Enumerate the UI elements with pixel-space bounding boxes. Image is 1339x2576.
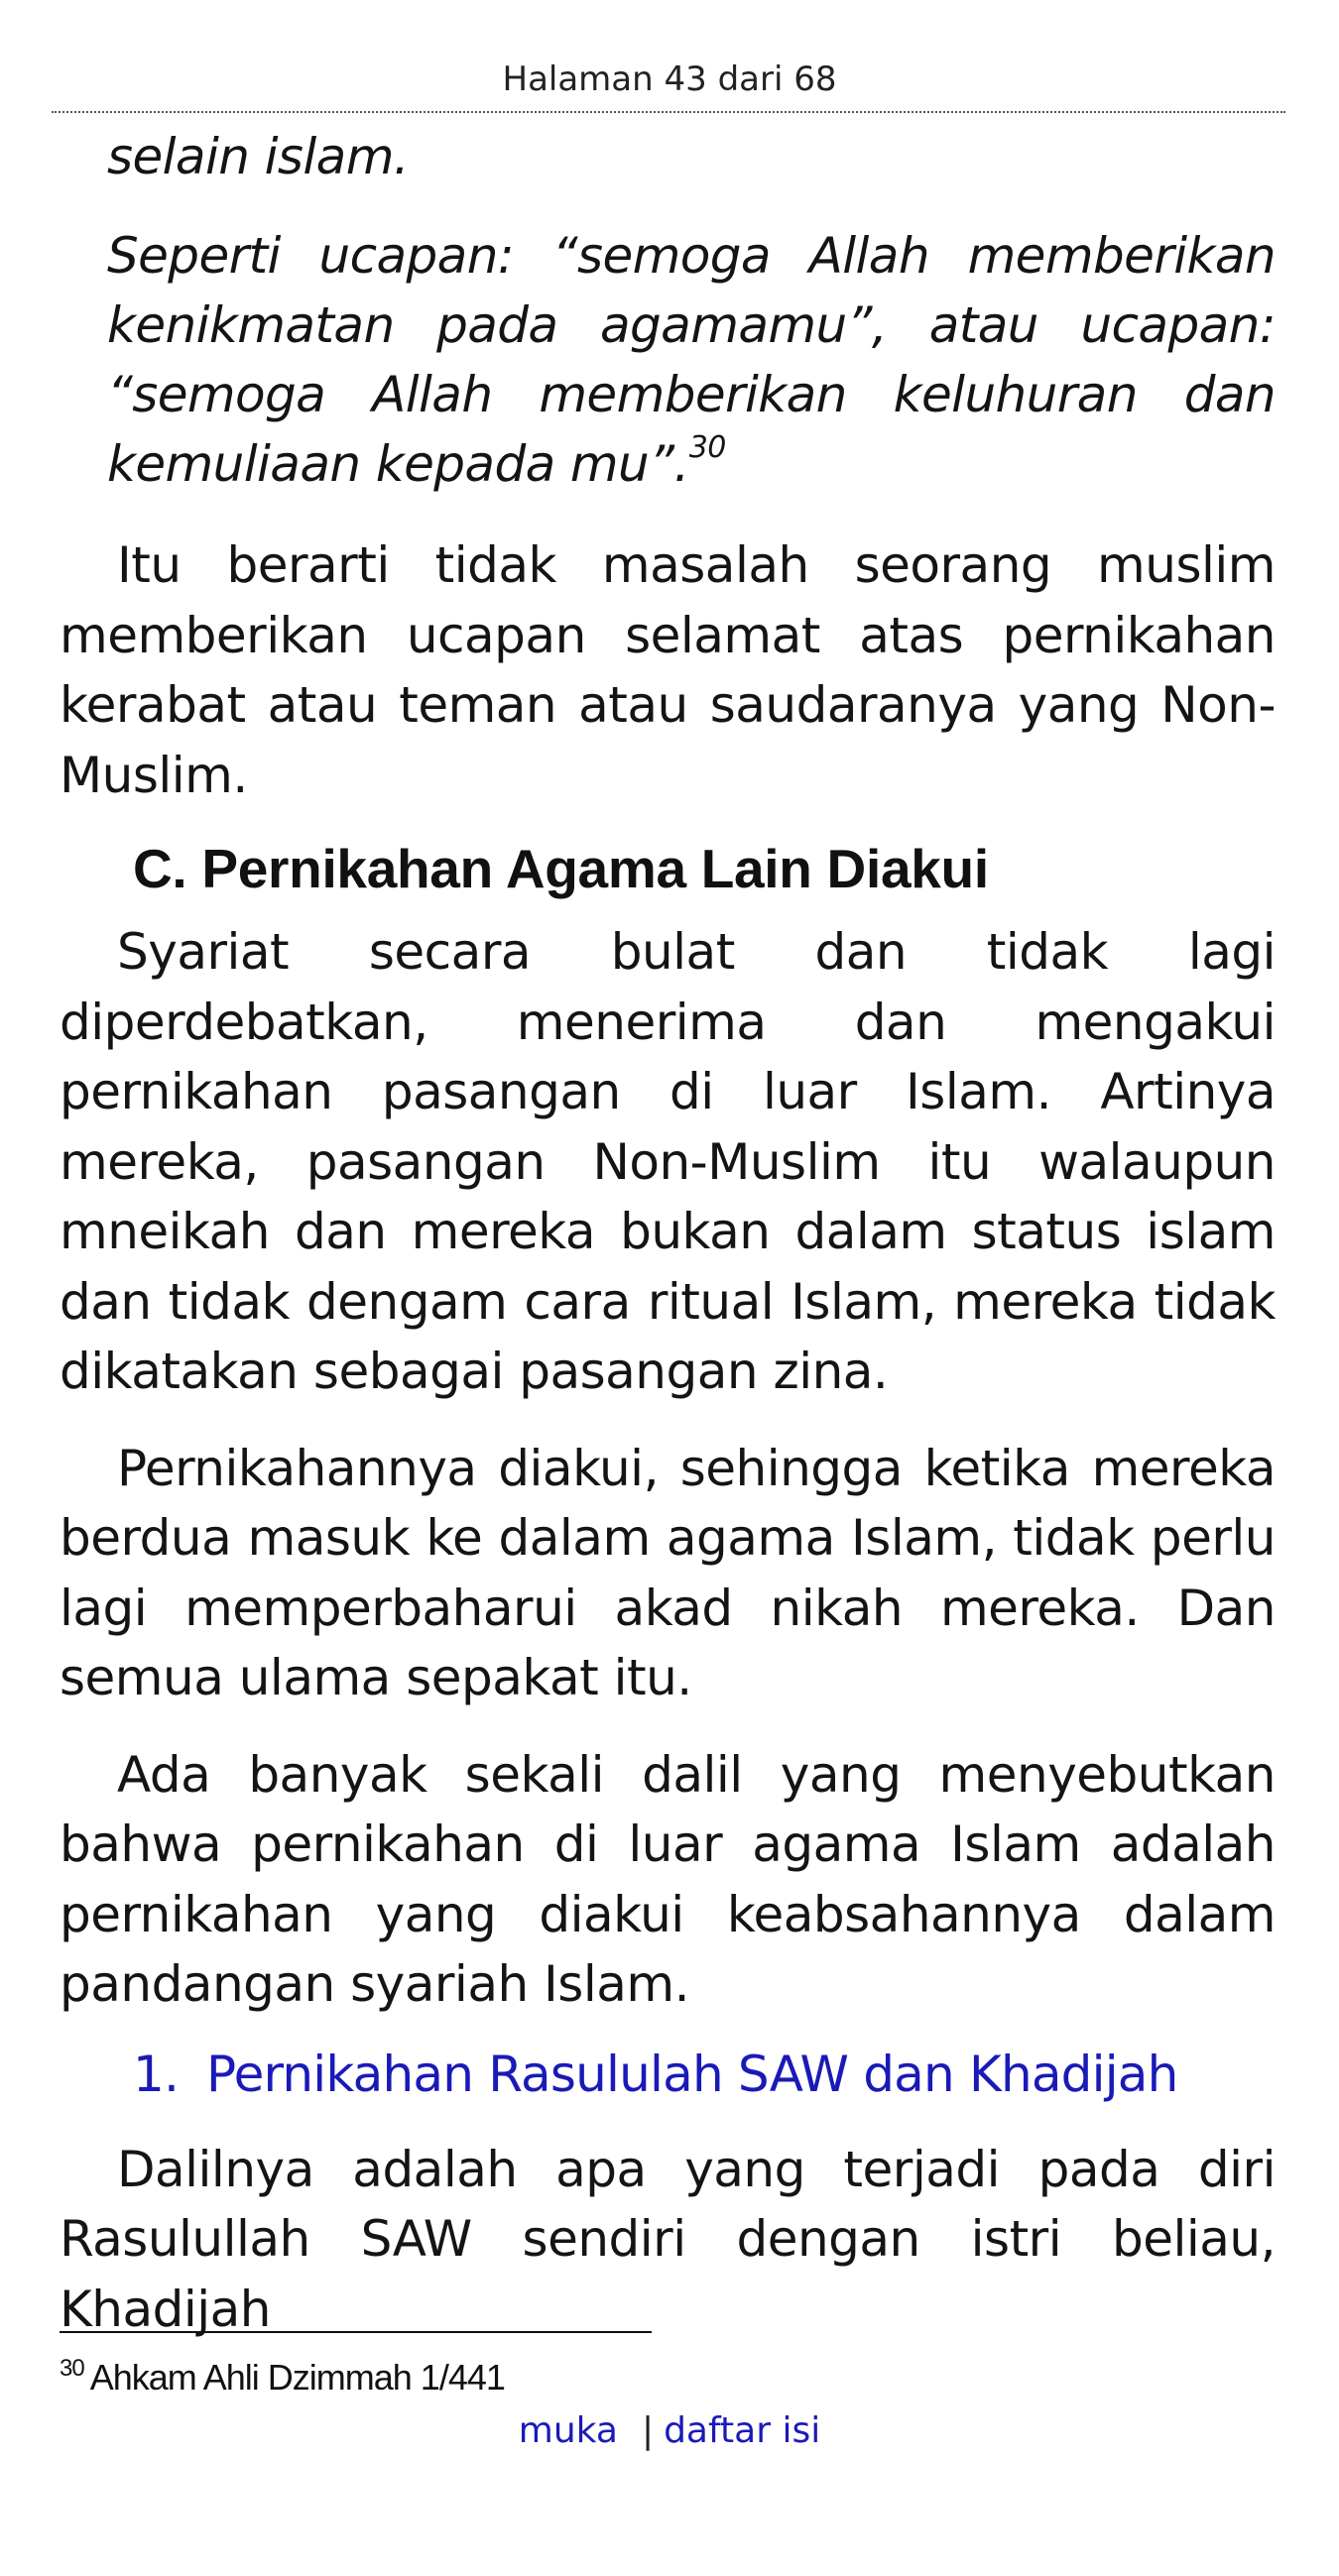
table-of-contents-link[interactable]: daftar isi	[664, 2410, 821, 2451]
paragraph: Itu berarti tidak masalah seorang muslim memberikan ucapan selamat atas pernikahan kerabat atau teman atau saudaranya yang Non-Muslim.	[60, 536, 1276, 804]
home-link[interactable]: muka	[518, 2410, 618, 2451]
subsection-heading	[60, 2040, 1276, 2109]
paragraph: Dalilnya adalah apa yang terjadi pada diri Rasulullah SAW sendiri dengan istri beliau, Khadijah	[60, 2140, 1276, 2338]
paragraph: Pernikahannya diakui, sehingga ketika mereka berdua masuk ke dalam agama Islam, tidak perlu lagi memperbaharui akad nikah mereka. Dan semua ulama sepakat itu.	[60, 1439, 1276, 1706]
footnote-number: 30	[60, 2355, 84, 2382]
section-heading: C. Pernikahan Agama Lain Diakui	[133, 838, 989, 899]
paragraph: Ada banyak sekali dalil yang menyebutkan bahwa pernikahan di luar agama Islam adalah pernikahan yang diakui keabsahannya dalam pandangan syariah Islam.	[60, 1745, 1276, 2013]
nav-separator: |	[641, 2410, 655, 2451]
footnote-text: Ahkam Ahli Dzimmah 1/441	[89, 2357, 505, 2398]
quote-block	[60, 221, 1276, 499]
footnote-reference[interactable]: 30	[688, 430, 726, 465]
page-content	[60, 115, 1276, 2344]
page-navigation	[0, 2409, 1339, 2453]
footnote	[60, 2356, 505, 2400]
quote-text: Seperti ucapan: “semoga Allah memberikan kenikmatan pada agamamu”, atau ucapan: “semoga Allah memberikan keluhuran dan kemuliaan kepada mu”.	[107, 227, 1276, 493]
quote-tail: selain islam.	[107, 128, 410, 185]
subsection-number: 1.	[133, 2045, 180, 2103]
subsection-title: Pernikahan Rasululah SAW dan Khadijah	[206, 2045, 1178, 2103]
footnote-divider	[60, 2331, 652, 2333]
paragraph: Syariat secara bulat dan tidak lagi diperdebatkan, menerima dan mengakui pernikahan pasangan di luar Islam. Artinya mereka, pasangan Non-Muslim itu walaupun mneikah dan mereka bukan dalam status islam dan tidak dengam cara ritual Islam, mereka tidak dikatakan sebagai pasangan zina.	[60, 923, 1276, 1400]
header-divider	[52, 111, 1285, 113]
page-header: Halaman 43 dari 68	[502, 59, 837, 99]
